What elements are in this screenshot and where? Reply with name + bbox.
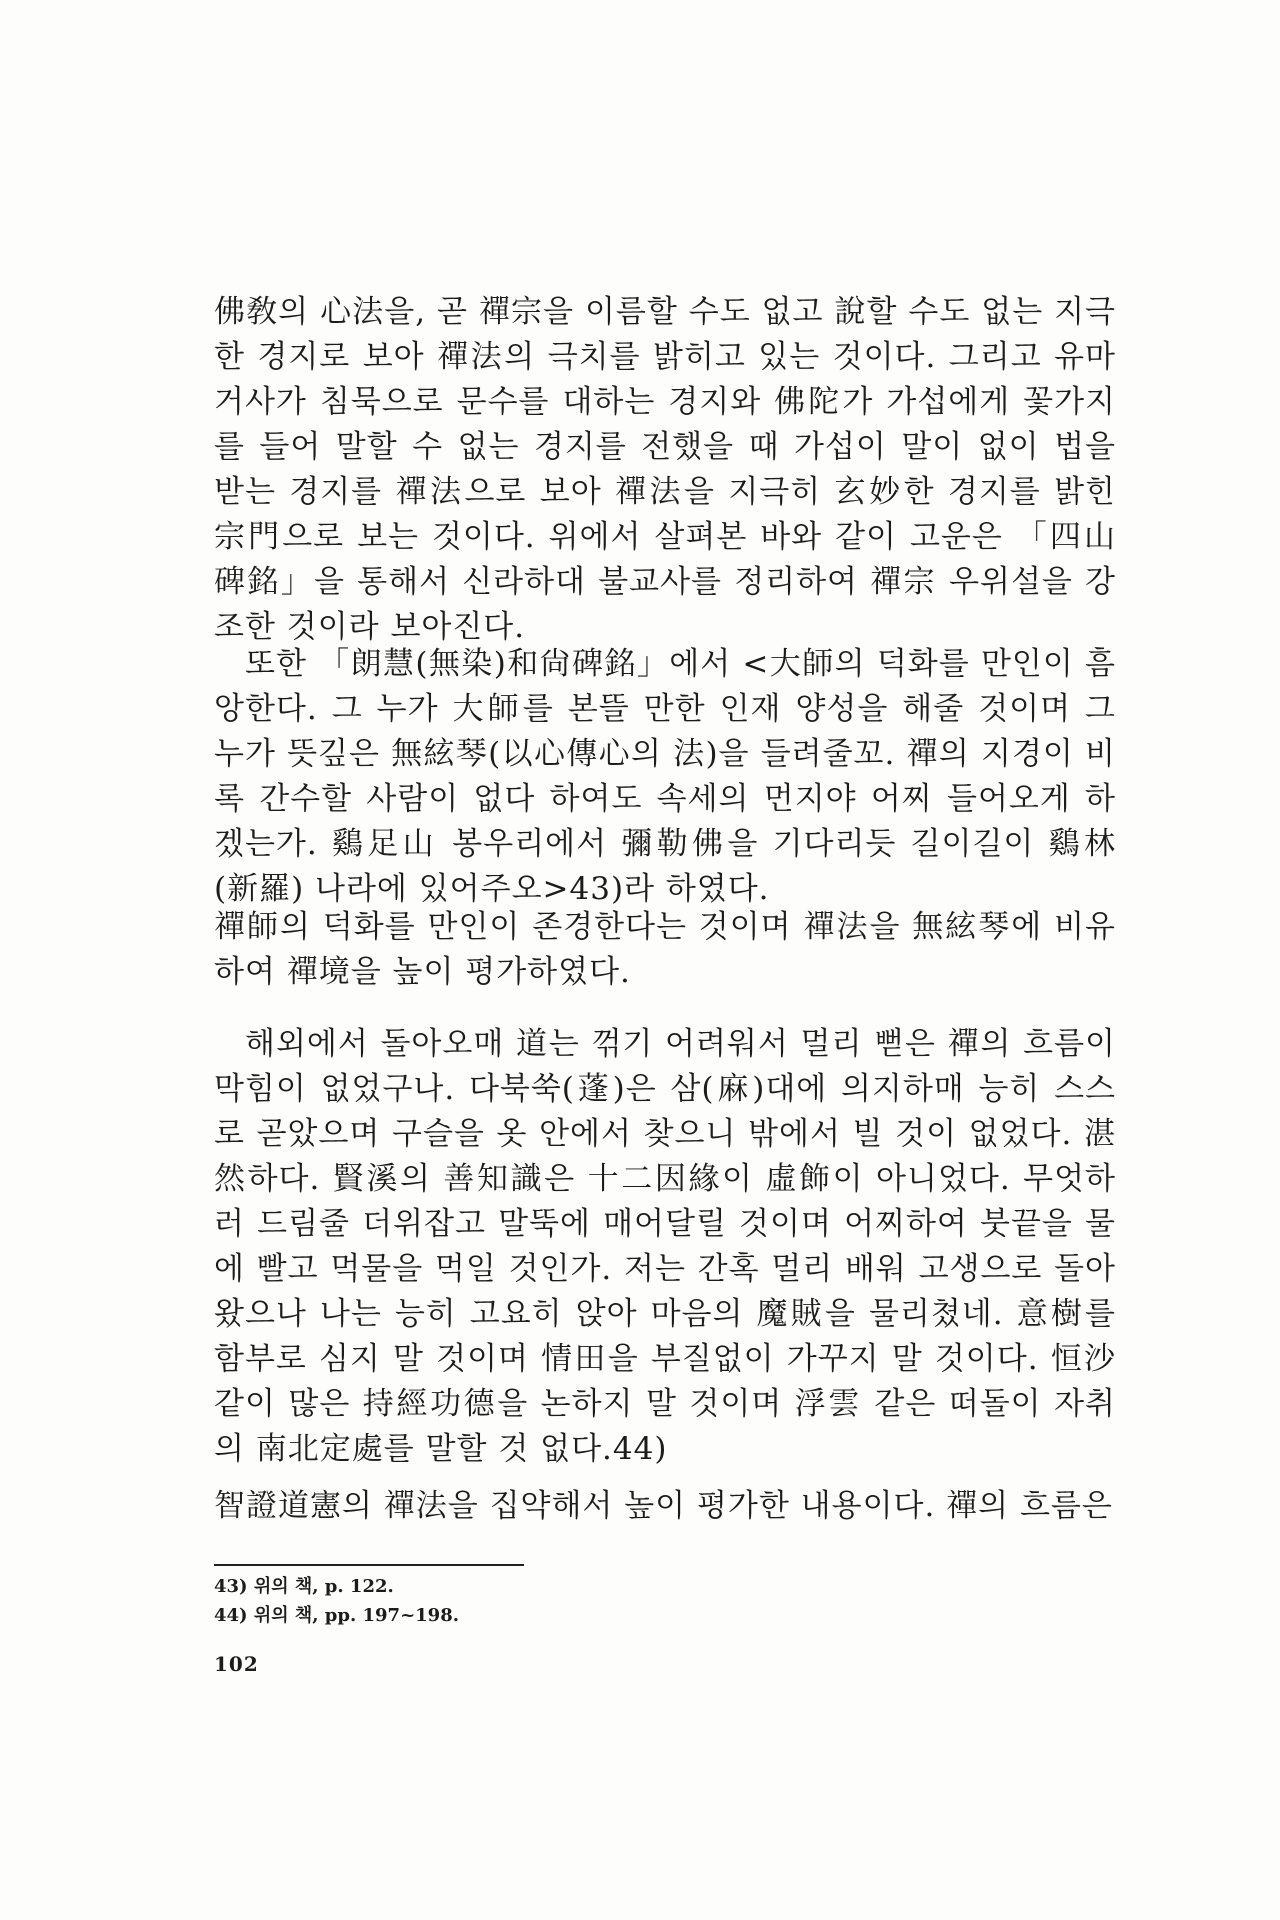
quoted-passage: 해외에서 돌아오매 道는 꺾기 어려워서 멀리 뻗은 禪의 흐름이 막힘이 없었구나. 다북쑥(蓬)은 삼(麻)대에 의지하매 능히 스스로 곧았으며 구슬을 옷 안에서 찾으니 밖에서 빌 것이 없었다. 湛然하다. 賢溪의 善知識은 十二因緣이 虛飾이 아니었다. 무엇하러 드림줄 더위잡고 말뚝에 매어달릴 것이며 어찌하여 붓끝을 물에 빨고 먹물을 먹일 것인가. 저는 간혹 멀리 배워 고생으로 돌아왔으나 나는 능히 고요히 앉아 마음의 魔賊을 물리쳤네. 意樹를 함부로 심지 말 것이며 情田을 부질없이 가꾸지 말 것이다. 恒沙같이 많은 持經功德을 논하지 말 것이며 浮雲 같은 떠돌이 자취의 南北定處를 말할 것 없다.44)	[214, 1026, 1116, 1467]
body-paragraph-2: 또한 「朗慧(無染)和尙碑銘」에서 <大師의 덕화를 만인이 흠앙한다. 그 누가 大師를 본뜰 만한 인재 양성을 해줄 것이며 그 누가 뜻깊은 無絃琴(以心傳心의 法)을 들려줄꼬. 禪의 지경이 비록 간수할 사람이 없다 하여도 속세의 먼지야 어찌 들어오게 하겠는가. 鷄足山 봉우리에서 彌勒佛을 기다리듯 길이길이 鷄林(新羅) 나라에 있어주오>43)라 하였다.	[214, 646, 1116, 907]
footnote-divider	[214, 1564, 524, 1566]
footnote-44: 44) 위의 책, pp. 197~198.	[214, 1605, 459, 1626]
body-paragraph-1: 佛敎의 心法을, 곧 禪宗을 이름할 수도 없고 說할 수도 없는 지극한 경지로 보아 禪法의 극치를 밝히고 있는 것이다. 그리고 유마거사가 침묵으로 문수를 대하는 경지와 佛陀가 가섭에게 꽃가지를 들어 말할 수 없는 경지를 전했을 때 가섭이 말이 없이 법을 받는 경지를 禪法으로 보아 禪法을 지극히 玄妙한 경지를 밝힌 宗門으로 보는 것이다. 위에서 살펴본 바와 같이 고운은 「四山碑銘」을 통해서 신라하대 불교사를 정리하여 禪宗 우위설을 강조한 것이라 보아진다.	[214, 294, 1116, 645]
footnotes	[214, 1572, 459, 1630]
page-number: 102	[214, 1652, 259, 1676]
footnote-43: 43) 위의 책, p. 122.	[214, 1576, 394, 1597]
body-paragraph-3: 禪師의 덕화를 만인이 존경한다는 것이며 禪法을 無絃琴에 비유하여 禪境을 높이 평가하였다.	[214, 909, 1116, 990]
body-paragraph-4: 智證道憲의 禪法을 집약해서 높이 평가한 내용이다. 禪의 흐름은	[214, 1488, 1113, 1524]
